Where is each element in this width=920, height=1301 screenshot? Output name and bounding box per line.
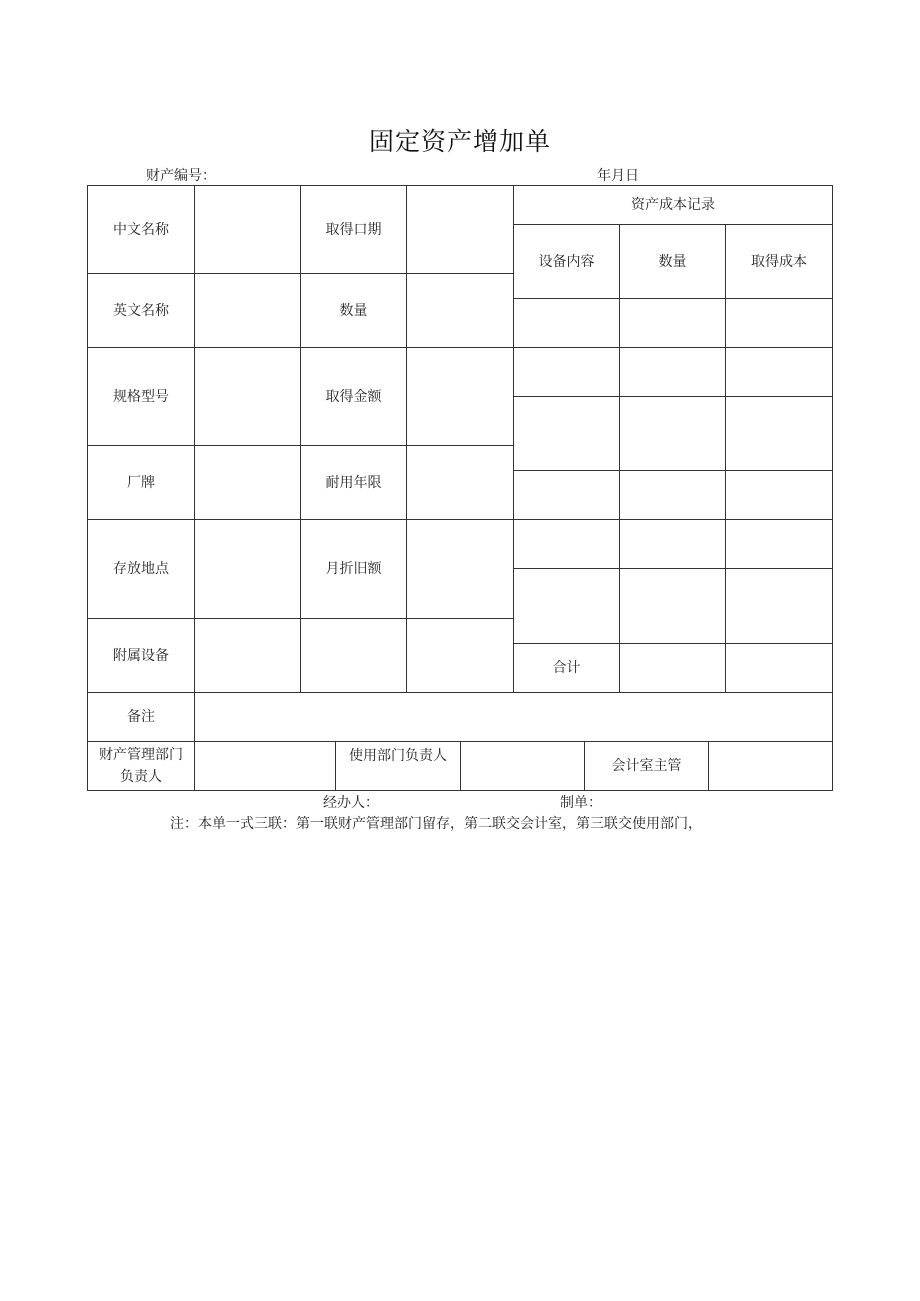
field-label: 规格型号 (87, 347, 194, 445)
field-value-input[interactable] (194, 519, 300, 618)
cost-record-cell[interactable] (619, 298, 725, 347)
cost-record-cell[interactable] (513, 519, 619, 568)
total-label: 合计 (513, 643, 619, 692)
cost-record-cell[interactable] (619, 347, 725, 396)
cost-record-cell[interactable] (725, 396, 832, 470)
using-dept-signature[interactable] (460, 741, 584, 790)
remarks-label: 备注 (87, 692, 194, 741)
cost-record-cell[interactable] (725, 568, 832, 643)
field-value-input[interactable] (194, 618, 300, 692)
cost-record-cell[interactable] (513, 298, 619, 347)
field-value-input[interactable] (406, 618, 513, 692)
property-dept-label (87, 741, 194, 790)
date-label: 年月日 (597, 168, 639, 184)
field-value-input[interactable] (194, 185, 300, 273)
field-value-input[interactable] (406, 519, 513, 618)
cost-record-cell[interactable] (619, 568, 725, 643)
accounting-label: 会计室主管 (584, 741, 708, 790)
field-value-input[interactable] (194, 445, 300, 519)
page-title: 固定资产增加单 (368, 127, 551, 156)
cost-record-cell[interactable] (513, 568, 619, 643)
cell-label: 财产管理部门 (99, 747, 183, 763)
cost-record-cell[interactable] (725, 470, 832, 519)
field-label: 存放地点 (87, 519, 194, 618)
field-value-input[interactable] (406, 185, 513, 273)
asset-number-label: 财产编号： (146, 168, 216, 184)
field-value-input[interactable] (406, 273, 513, 347)
field-value-input[interactable] (194, 273, 300, 347)
field-value-input[interactable] (194, 347, 300, 445)
cost-record-cell[interactable] (513, 470, 619, 519)
cost-record-cell[interactable] (619, 396, 725, 470)
cost-record-cell[interactable] (725, 519, 832, 568)
cost-record-header: 资产成本记录 (513, 185, 832, 224)
using-dept-label: 使用部门负责人 (335, 741, 460, 790)
accounting-signature[interactable] (708, 741, 832, 790)
field-label: 取得口期 (300, 185, 406, 273)
field-value-input[interactable] (406, 347, 513, 445)
cost-column-header: 设备内容 (513, 224, 619, 298)
field-label: 厂牌 (87, 445, 194, 519)
remarks-input[interactable] (194, 692, 832, 741)
cost-record-cell[interactable] (725, 347, 832, 396)
cost-record-cell[interactable] (619, 519, 725, 568)
field-label: 中文名称 (87, 185, 194, 273)
cost-record-cell[interactable] (619, 643, 725, 692)
maker-label: 制单： (560, 795, 602, 811)
field-label: 月折旧额 (300, 519, 406, 618)
cost-record-cell[interactable] (513, 347, 619, 396)
field-label: 取得金额 (300, 347, 406, 445)
footnote: 注：本单一式三联：第一联财产管理部门留存，第二联交会计室，第三联交使用部门， (170, 816, 702, 832)
cost-record-cell[interactable] (513, 396, 619, 470)
field-label: 英文名称 (87, 273, 194, 347)
cell-label: 负责人 (120, 769, 162, 785)
handler-label: 经办人： (323, 795, 379, 811)
cost-record-cell[interactable] (725, 298, 832, 347)
cost-record-cell[interactable] (619, 470, 725, 519)
field-label: 数量 (300, 273, 406, 347)
field-label: 附属设备 (87, 618, 194, 692)
property-dept-signature[interactable] (194, 741, 335, 790)
cost-column-header: 数量 (619, 224, 725, 298)
field-value-input[interactable] (406, 445, 513, 519)
cost-column-header: 取得成本 (725, 224, 832, 298)
cost-record-cell[interactable] (725, 643, 832, 692)
field-label: 耐用年限 (300, 445, 406, 519)
field-value-input[interactable] (300, 618, 406, 692)
